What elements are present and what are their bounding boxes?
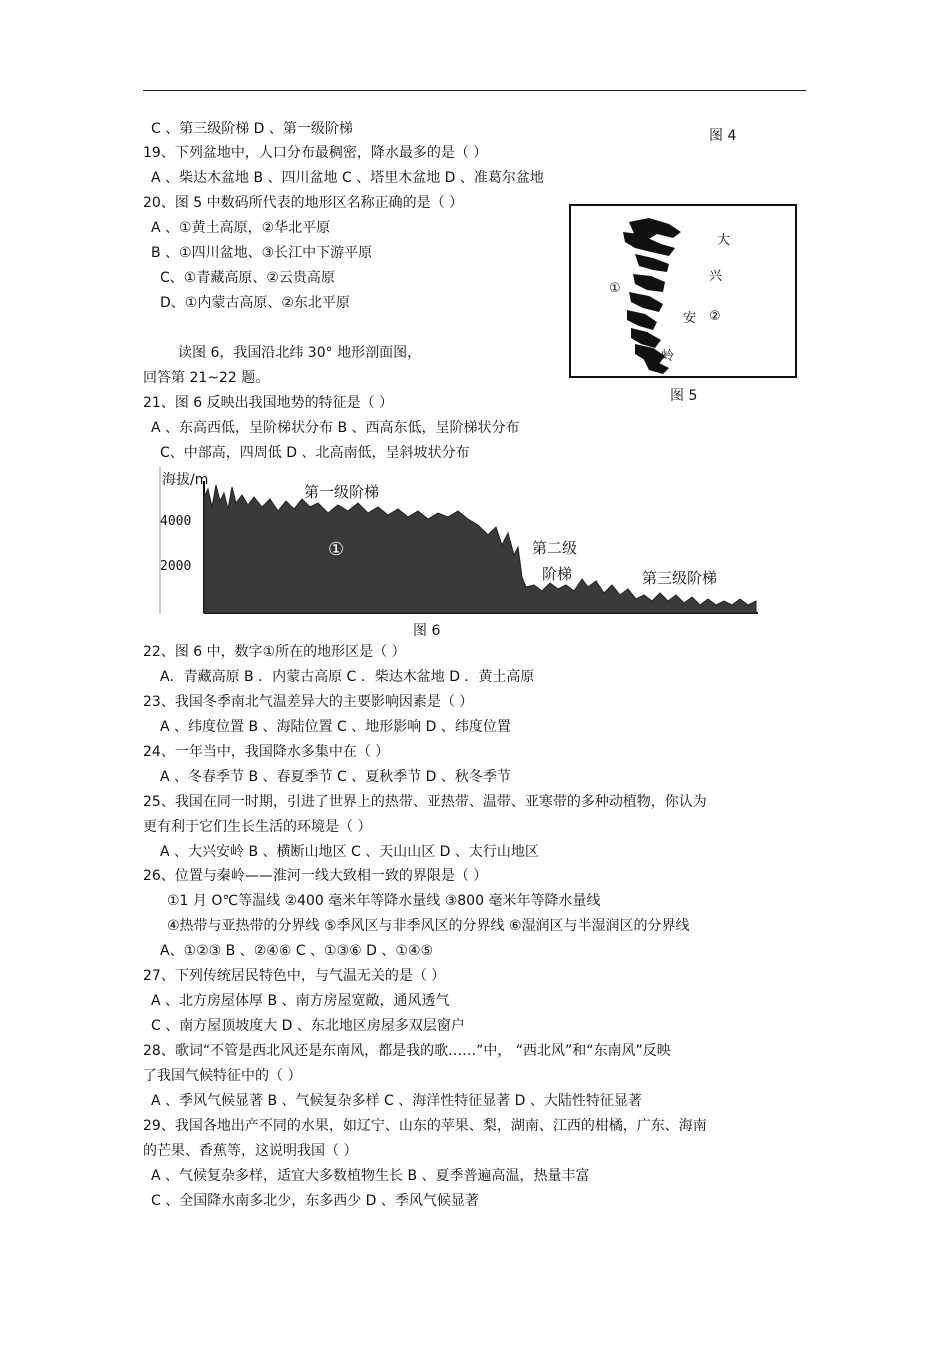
header-rule <box>143 90 806 91</box>
reading-intro: 读图 6，我国沿北纬 30° 地形剖面图， <box>178 345 422 361</box>
question-23: 23、我国冬季南北气温差异大的主要影响因素是（ ） <box>143 694 474 710</box>
figure-6-profile <box>158 467 758 614</box>
figure-6 <box>158 467 758 614</box>
question-22-options: A．青藏高原 B ．内蒙古高原 C ．柴达木盆地 D ．黄土高原 <box>160 669 535 685</box>
question-22: 22、图 6 中，数字①所在的地形区是（ ） <box>143 644 406 660</box>
ridge-char: 岭 <box>661 349 675 364</box>
question-27-options-ab: A 、北方房屋体厚 B 、南方房屋宽敞，通风透气 <box>151 993 450 1009</box>
region-label-1: ① <box>609 281 621 296</box>
question-28: 28、歌词“不管是西北风还是东南风，都是我的歌……”中， “西北风”和“东南风”反映 <box>143 1043 671 1059</box>
question-21-options-cd: C、中部高，四周低 D 、北高南低，呈斜坡状分布 <box>160 445 470 461</box>
ridge-char: 安 <box>683 311 697 326</box>
question-29-options-cd: C 、全国降水南多北少，东多西少 D 、季风气候显著 <box>151 1193 479 1209</box>
question-24-options: A 、冬春季节 B 、春夏季节 C 、夏秋季节 D 、秋冬季节 <box>160 769 511 785</box>
question-28-options: A 、季风气候显著 B 、气候复杂多样 C 、海洋性特征显著 D 、大陆性特征显著 <box>151 1093 642 1109</box>
question-27-options-cd: C 、南方屋顶坡度大 D 、东北地区房屋多双层窗户 <box>151 1018 465 1034</box>
tick-label-4000: 4000 <box>160 514 192 529</box>
question-25-options: A 、大兴安岭 B 、横断山地区 C 、天山山区 D 、太行山地区 <box>160 844 539 860</box>
question-26-options: A、①②③ B 、②④⑥ C 、①③⑥ D 、①④⑤ <box>160 943 434 959</box>
question-19: 19、下列盆地中，人口分布最稠密，降水最多的是（ ） <box>143 145 488 161</box>
step-1-label: 第一级阶梯 <box>304 483 380 501</box>
question-20-option-b: B 、①四川盆地、③长江中下游平原 <box>151 245 373 261</box>
step-2-label: 第二级 <box>532 539 578 557</box>
question-20-option-d: D、①内蒙古高原、②东北平原 <box>160 295 350 311</box>
question-28-cont: 了我国气候特征中的（ ） <box>143 1068 302 1084</box>
question-21-options-ab: A 、东高西低，呈阶梯状分布 B 、西高东低，呈阶梯状分布 <box>151 420 520 436</box>
question-23-options: A 、纬度位置 B 、海陆位置 C 、地形影响 D 、纬度位置 <box>160 719 511 735</box>
question-25-cont: 更有利于它们生长生活的环境是（ ） <box>143 819 372 835</box>
question-20-option-c: C、①青藏高原、②云贵高原 <box>160 270 335 286</box>
step-3-label: 第三级阶梯 <box>642 569 718 587</box>
question-25: 25、我国在同一时期，引进了世界上的热带、亚热带、温带、亚寒带的多种动植物，你认为 <box>143 794 707 810</box>
ridge-char: 大 <box>717 233 731 248</box>
axis-title: 海拔/m <box>162 472 209 488</box>
reading-intro-cont: 回答第 21~22 题。 <box>143 370 270 386</box>
figure-4-caption: 图 4 <box>709 128 737 144</box>
figure-5-map <box>569 204 799 379</box>
ridge-char: 兴 <box>709 269 723 284</box>
question-26: 26、位置与秦岭——淮河一线大致相一致的界限是（ ） <box>143 868 488 884</box>
step-2-label-cont: 阶梯 <box>542 565 573 583</box>
question-29: 29、我国各地出产不同的水果，如辽宁、山东的苹果、梨，湖南、江西的柑橘，广东、海南 <box>143 1118 707 1134</box>
question-26-items-2: ④热带与亚热带的分界线 ⑤季风区与非季风区的分界线 ⑥湿润区与半湿润区的分界线 <box>167 918 690 934</box>
question-24: 24、一年当中，我国降水多集中在（ ） <box>143 744 390 760</box>
text-line: C 、第三级阶梯 D 、第一级阶梯 <box>151 121 353 137</box>
question-29-options-ab: A 、气候复杂多样，适宜大多数植物生长 B 、夏季普遍高温，热量丰富 <box>151 1168 590 1184</box>
question-21: 21、图 6 反映出我国地势的特征是（ ） <box>143 395 394 411</box>
tick-label-2000: 2000 <box>160 559 192 574</box>
question-26-items-1: ①1 月 O℃等温线 ②400 毫米年等降水量线 ③800 毫米年等降水量线 <box>167 893 601 909</box>
question-20-option-a: A 、①黄土高原，②华北平原 <box>151 220 331 236</box>
region-marker-1: ① <box>328 539 345 560</box>
figure-5 <box>569 204 799 379</box>
figure-5-caption: 图 5 <box>670 388 698 404</box>
question-27: 27、下列传统居民特色中，与气温无关的是（ ） <box>143 968 446 984</box>
figure-6-caption: 图 6 <box>413 623 441 639</box>
question-29-cont: 的芒果、香蕉等，这说明我国（ ） <box>143 1143 358 1159</box>
region-label-2: ② <box>709 309 721 324</box>
question-20: 20、图 5 中数码所代表的地形区名称正确的是（ ） <box>143 195 464 211</box>
question-19-options: A 、柴达木盆地 B 、四川盆地 C 、塔里木盆地 D 、准葛尔盆地 <box>151 170 544 186</box>
